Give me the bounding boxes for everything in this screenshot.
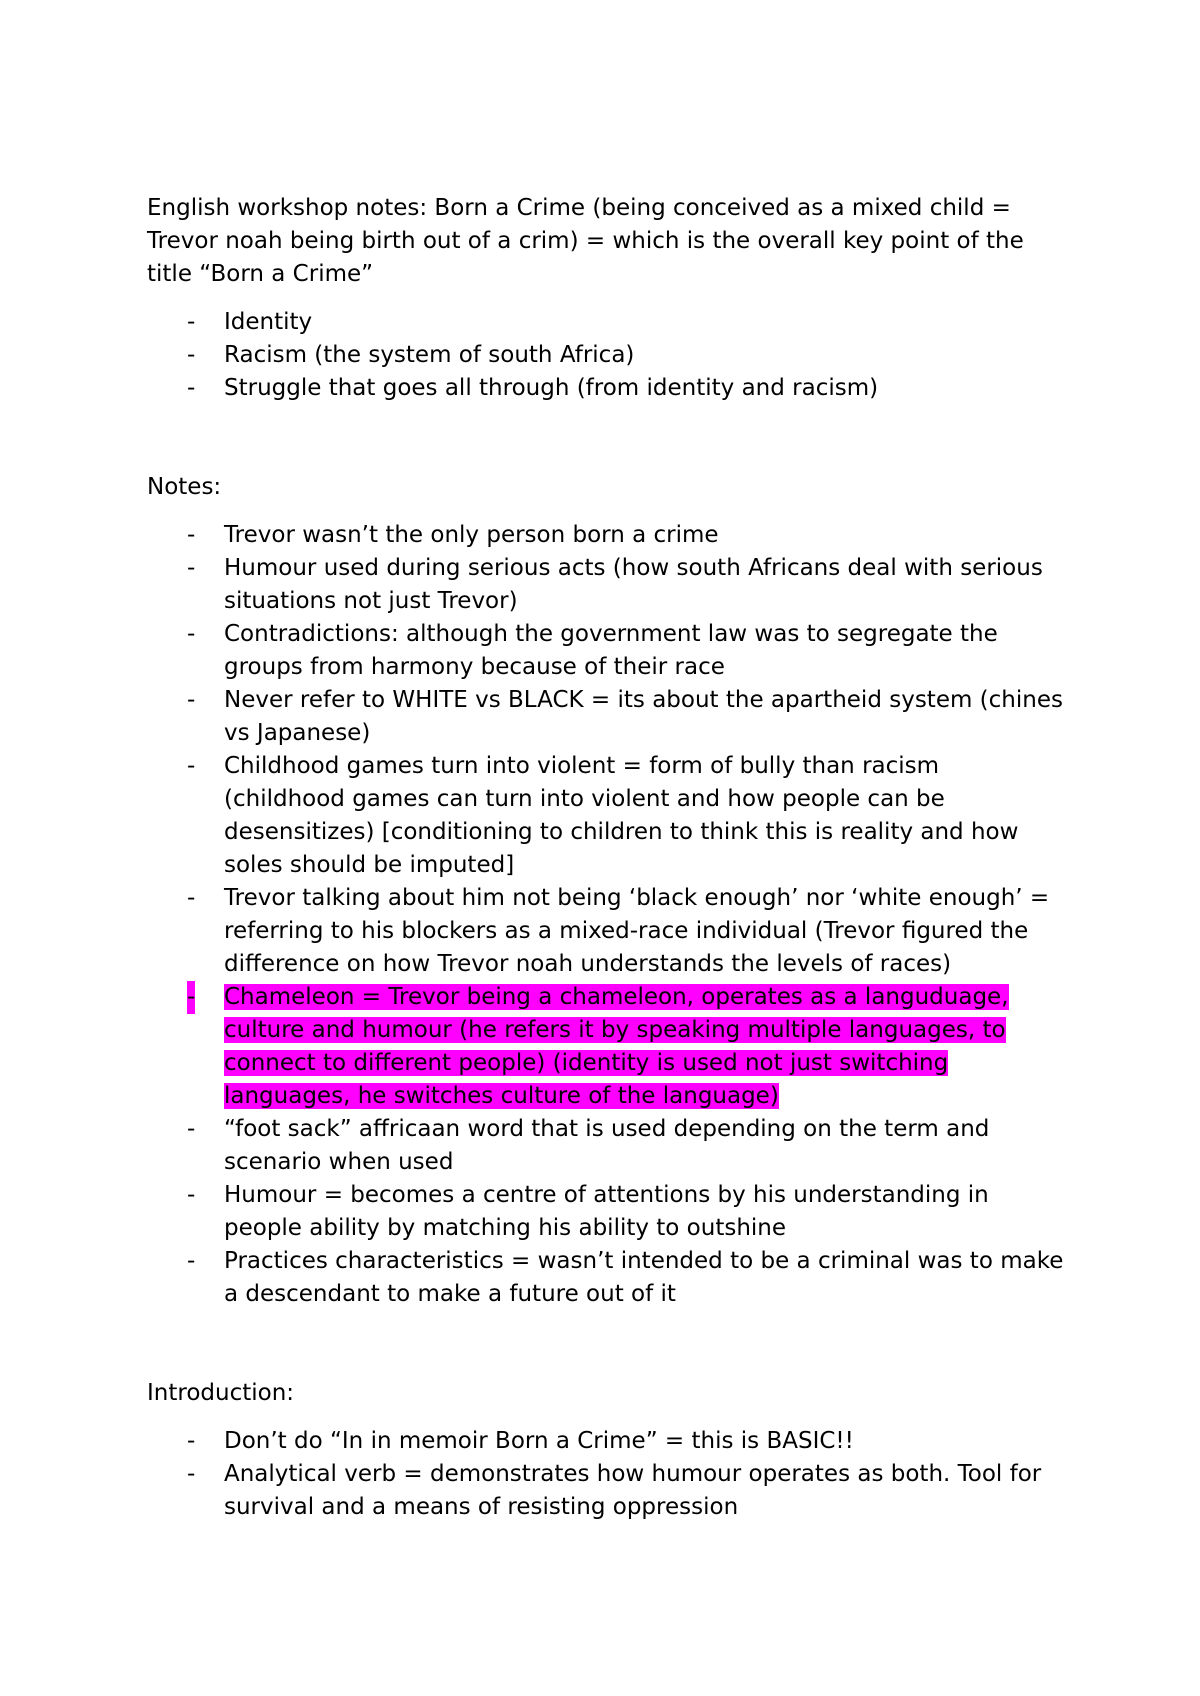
list-item (147, 1425, 1067, 1458)
list-item (147, 552, 1067, 618)
list-item (147, 372, 1067, 405)
bullet-dash: - (187, 1248, 196, 1274)
document-page (147, 192, 1067, 1524)
notes-heading: Notes: (147, 474, 222, 500)
list-item-text: Analytical verb = demonstrates how humour operates as both. Tool for survival and a means of resisting oppression (224, 1461, 1042, 1520)
bullet-dash: - (187, 885, 196, 911)
list-item (147, 1458, 1067, 1524)
bullet-dash: - (187, 1428, 196, 1454)
intro-paragraph: English workshop notes: Born a Crime (being conceived as a mixed child = Trevor noah being birth out of a crim) = which is the overall key point of the title “Born a Crime” (147, 195, 1024, 287)
spacer (147, 405, 1067, 471)
bullet-dash: - (187, 555, 196, 581)
list-item (147, 519, 1067, 552)
list-item (147, 1179, 1067, 1245)
list-item (147, 1113, 1067, 1179)
bullet-dash: - (187, 1116, 196, 1142)
bullet-dash: - (187, 522, 196, 548)
list-item (147, 306, 1067, 339)
list-item-text: Trevor wasn’t the only person born a crime (224, 522, 719, 548)
themes-list (147, 306, 1067, 405)
introduction-list (147, 1425, 1067, 1524)
spacer (147, 1311, 1067, 1377)
bullet-dash: - (187, 753, 196, 779)
bullet-dash: - (187, 1461, 196, 1487)
highlighted-list-item (147, 981, 1067, 1113)
list-item-text: Humour = becomes a centre of attentions by his understanding in people ability by matching his ability to outshine (224, 1182, 989, 1241)
bullet-dash: - (187, 375, 196, 401)
list-item-text: “foot sack” affricaan word that is used depending on the term and scenario when used (224, 1116, 990, 1175)
bullet-dash: - (187, 309, 196, 335)
list-item-text: Don’t do “In in memoir Born a Crime” = this is BASIC!! (224, 1428, 854, 1454)
list-item-text: Contradictions: although the government law was to segregate the groups from harmony because of their race (224, 621, 998, 680)
bullet-dash: - (187, 621, 196, 647)
list-item-text: Trevor talking about him not being ‘black enough’ nor ‘white enough’ = referring to his blockers as a mixed-race individual (Trevor figured the difference on how Trevor noah understands the levels of races) (224, 885, 1050, 977)
bullet-dash: - (187, 981, 195, 1014)
list-item (147, 1245, 1067, 1311)
notes-list (147, 519, 1067, 1311)
introduction-heading: Introduction: (147, 1380, 295, 1406)
list-item (147, 684, 1067, 750)
list-item (147, 339, 1067, 372)
list-item (147, 618, 1067, 684)
list-item (147, 882, 1067, 981)
list-item-text: Practices characteristics = wasn’t intended to be a criminal was to make a descendant to make a future out of it (224, 1248, 1064, 1307)
highlighted-text: Chameleon = Trevor being a chameleon, operates as a languduage, culture and humour (he refers it by speaking multiple languages, to connect to different people) (identity is used not just switching languages, he switches culture of the language) (224, 984, 1009, 1109)
list-item-text: Struggle that goes all through (from identity and racism) (224, 375, 879, 401)
list-item (147, 750, 1067, 882)
list-item-text: Childhood games turn into violent = form of bully than racism (childhood games can turn into violent and how people can be desensitizes) [conditioning to children to think this is reality and how soles should be imputed] (224, 753, 1019, 878)
bullet-dash: - (187, 1182, 196, 1208)
list-item-text: Never refer to WHITE vs BLACK = its about the apartheid system (chines vs Japanese) (224, 687, 1063, 746)
list-item-text: Humour used during serious acts (how south Africans deal with serious situations not just Trevor) (224, 555, 1043, 614)
bullet-dash: - (187, 342, 196, 368)
list-item-text: Identity (224, 309, 313, 335)
list-item-text: Racism (the system of south Africa) (224, 342, 635, 368)
bullet-dash: - (187, 687, 196, 713)
